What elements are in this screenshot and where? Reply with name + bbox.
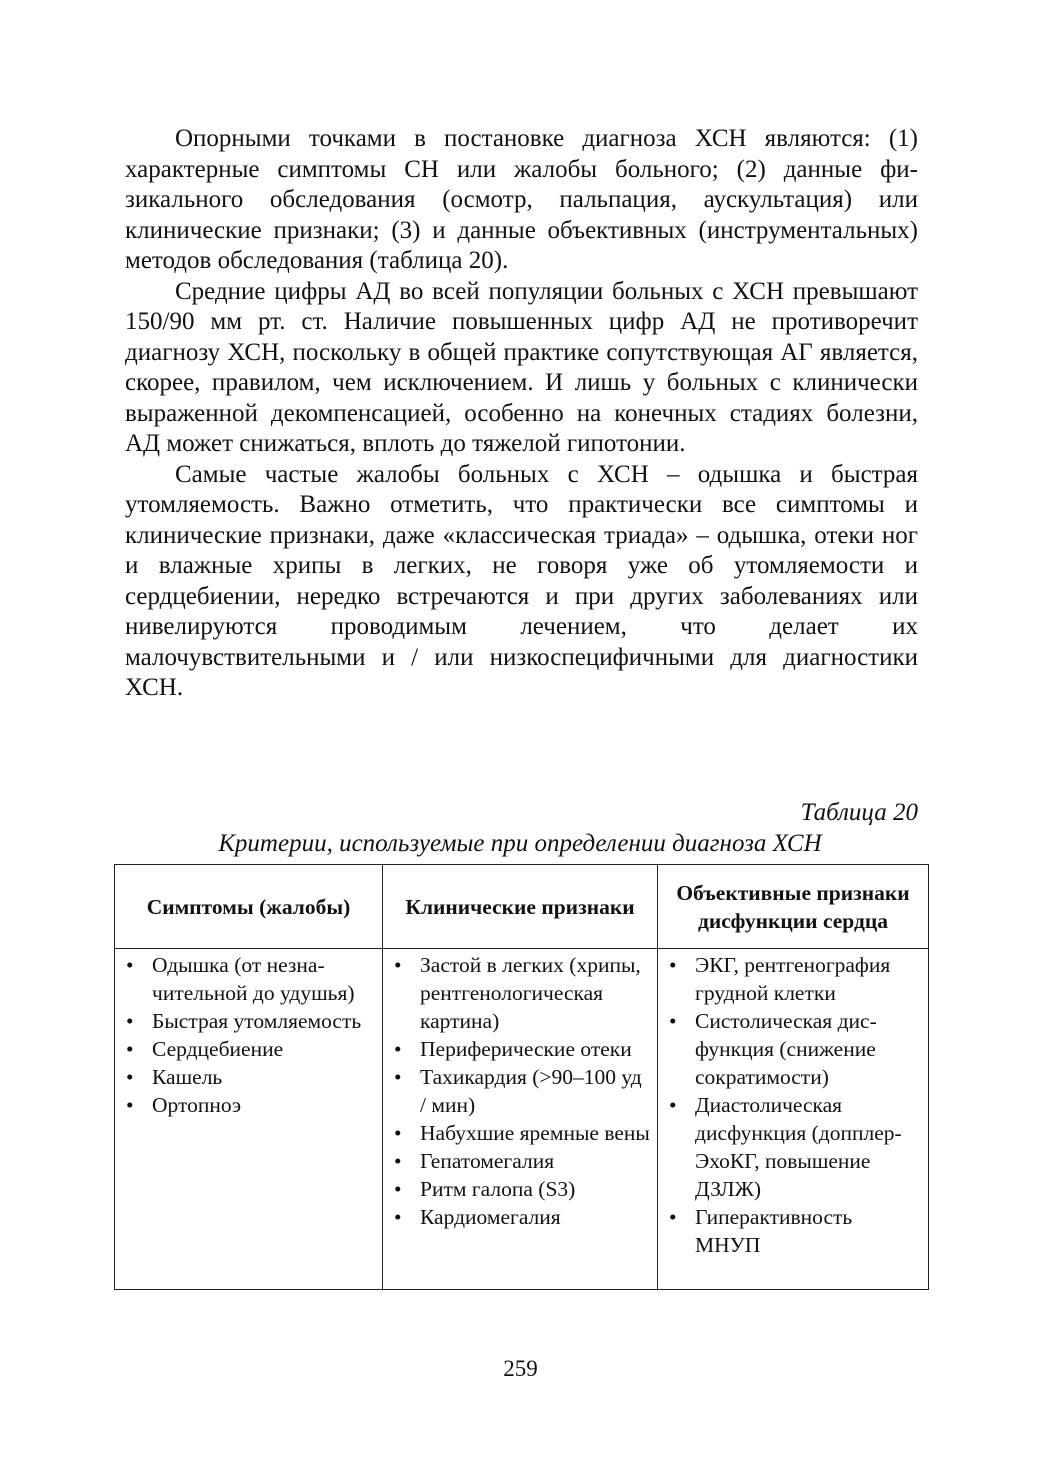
table-title: Критерии, используемые при определении диагноза ХСН [218, 830, 822, 857]
criteria-table [114, 864, 929, 1290]
list-item: • Быстрая утомляемость [121, 1007, 376, 1035]
paragraph-diagnosis-points: Опорными точками в постановке диагноза ХСН являются: (1) характерные симптомы СН или жалобы больного; (2) данные физикального обследования (осмотр, пальпация, аускультация) или клинические признаки; (3) и данные объективных (инструментальных) методов обследования (таблица 20). [125, 125, 918, 274]
header-clinical-signs: Клинические признаки [383, 865, 658, 949]
table-header-row [115, 865, 929, 949]
list-item: • Диастолическая дисфункция (допплер-ЭхоКГ, повышение ДЗЛЖ) [664, 1091, 922, 1203]
objective-signs-list [664, 951, 922, 1259]
page-number: 259 [503, 1356, 538, 1381]
cell-symptoms [115, 949, 383, 1290]
list-item: • Набухшие яремные вены [389, 1119, 651, 1147]
header-objective-signs: Объективные признаки дисфункции сердца [658, 865, 929, 949]
list-item: • Сердцебиение [121, 1035, 376, 1063]
cell-objective-signs [658, 949, 929, 1290]
table-label: Таблица 20 [800, 799, 918, 826]
paragraph-blood-pressure: Средние цифры АД во всей популяции больных с ХСН превышают 150/90 мм рт. ст. Наличие повышенных цифр АД не противоречит диагнозу ХСН, поскольку в общей практике сопутствующая АГ является, скорее, правилом, чем исключением. И лишь у больных с клинически выраженной декомпенсацией, особенно на конечных стадиях болезни, АД может снижаться, вплоть до тяжелой гипотонии. [125, 277, 918, 457]
list-item: • Периферические отеки [389, 1035, 651, 1063]
symptoms-list [121, 951, 376, 1119]
clinical-signs-list [389, 951, 651, 1231]
list-item: • Одышка (от незначительной до удушья) [121, 951, 376, 1007]
list-item: • ЭКГ, рентгенография грудной клетки [664, 951, 922, 1007]
list-item: • Ортопноэ [121, 1091, 376, 1119]
list-item: • Тахикардия (>90–100 уд / мин) [389, 1063, 651, 1119]
paragraph-complaints: Самые частые жалобы больных с ХСН – одышка и быстрая утомляемость. Важно отметить, что практически все симптомы и клинические признаки, даже «классическая триада» – одышка, отеки ног и влажные хрипы в легких, не говоря уже об утомляемости и сердцебиении, нередко встречаются и при других заболеваниях или нивелируются проводимым лечением, что делает их малочувствительными и / или низкоспецифичными для диагностики ХСН. [125, 460, 918, 701]
list-item: • Застой в легких (хрипы, рентгенологическая картина) [389, 951, 651, 1035]
list-item: • Систолическая дисфункция (снижение сократимости) [664, 1007, 922, 1091]
list-item: • Ритм галопа (S3) [389, 1175, 651, 1203]
list-item: • Гиперактивность МНУП [664, 1203, 922, 1259]
list-item: • Кашель [121, 1063, 376, 1091]
table-row [115, 949, 929, 1290]
header-symptoms: Симптомы (жалобы) [115, 865, 383, 949]
list-item: • Гепатомегалия [389, 1147, 651, 1175]
cell-clinical-signs [383, 949, 658, 1290]
list-item: • Кардиомегалия [389, 1203, 651, 1231]
body-text [125, 124, 918, 704]
